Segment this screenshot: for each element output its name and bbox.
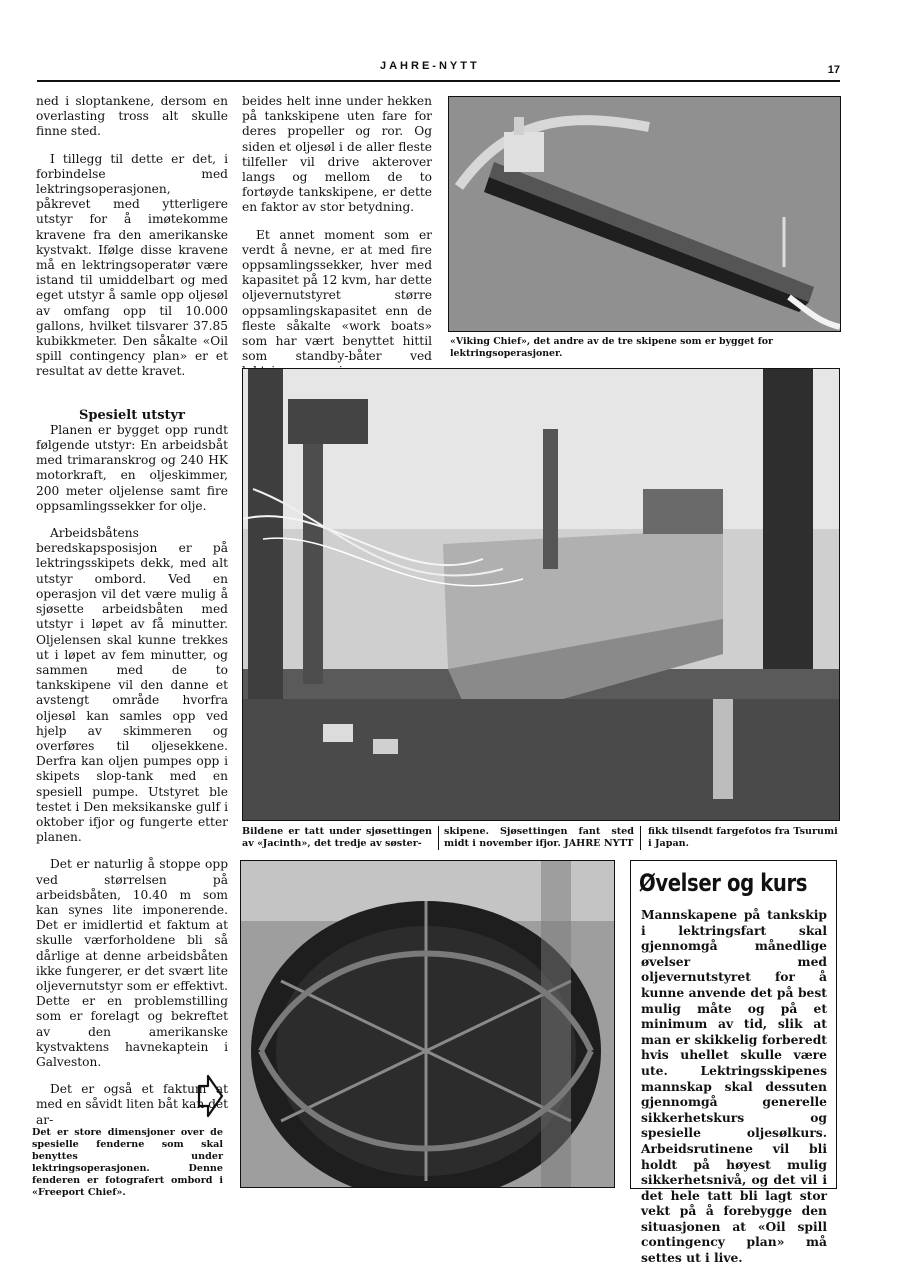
launch-caption-2: skipene. Sjøsettingen fant sted midt i november ifjor. JAHRE NYTT bbox=[444, 826, 634, 849]
col1-para-5: Det er naturlig å stoppe opp ved størrelsen på arbeidsbåten, 10.40 m som kan synes lite imponerende. Det er imidlertid et faktum at skulle værforholdene bli så dårlige at denne arbeidsbåten ikke fungerer, er det svært lite oljevernutstyr som er effektivt. Dette er en problemstilling som er forelagt og bekreftet av den amerikanske kystvaktens havnekaptein i Galveston. bbox=[36, 857, 228, 1069]
column-1 bbox=[36, 94, 228, 1140]
page-number: 17 bbox=[827, 64, 840, 76]
right-arrow-outline-icon bbox=[196, 1074, 224, 1118]
caption-divider bbox=[438, 826, 439, 850]
magazine-header: JAHRE-NYTT bbox=[380, 60, 480, 72]
launch-caption-1: Bildene er tatt under sjøsettingen av «Jacinth», det tredje av søster- bbox=[242, 826, 432, 849]
col2-para-1: beides helt inne under hekken på tankskipene uten fare for deres propeller og ror. Og siden et oljesøl i de aller fleste tilfeller vil drive akterover langs og mellom de to fortøyde tankskipene, er dette en faktor av stor betydning. bbox=[242, 94, 432, 215]
header-rule bbox=[37, 80, 840, 82]
col1-para-4: Arbeidsbåtens beredskapsposisjon er på lektringsskipets dekk, med alt utstyr ombord. Ved en operasjon vil det være mulig å sjøsette arbeidsbåten med utstyr i løpet av få minutter. Oljelensen skal kunne trekkes ut i løpet av fem minutter, og sammen med de to tankskipene vil den danne et avstengt område hvorfra oljesøl kan samles opp ved hjelp av skimmeren og overføres til oljesekkene. Derfra kan oljen pumpes opp i skipets slop-tank med en spesiell pumpe. Utstyret ble testet i Den meksikanske gulf i oktober ifjor og fungerte etter planen. bbox=[36, 526, 228, 845]
fender-caption: Det er store dimensjoner over de spesielle fenderne som skal benyttes under lektringsoperasjonen. Denne fenderen er fotografert ombord i «Freeport Chief». bbox=[32, 1127, 223, 1198]
box-body: Mannskapene på tankskip i lektringsfart skal gjennomgå månedlige øvelser med oljevernutstyret for å kunne anvende det på best mulig måte og på et minimum av tid, slik at man er skikkelig forberedt hvis uhellet skulle være ute. Lektringsskipenes mannskap skal dessuten gjennomgå generelle sikkerhetskurs og spesielle oljesølkurs. Arbeidsrutinene vil bli holdt på høyest mulig sikkerhetsnivå, og det vil i det hele tatt bli lagt stor vekt på å forebygge den situasjonen at «Oil spill contingency plan» må settes ut i live. bbox=[641, 907, 827, 1266]
col1-para-1: ned i sloptankene, dersom en overlasting tross alt skulle finne sted. bbox=[36, 94, 228, 139]
col2-para-2: Et annet moment som er verdt å nevne, er at med fire oppsamlingssekker, hver med kapasitet på 12 kvm, har dette oljevernutstyret større oppsamlingskapasitet enn de fleste såkalte «work boats» som har vært benyttet hittil som standby-båter ved bbox=[242, 227, 432, 364]
col1-para-3: Planen er bygget opp rundt følgende utstyr: En arbeidsbåt med trimaranskrog og 240 HK motorkraft, en oljeskimmer, 200 meter oljelense samt fire oppsamlingssekker for olje. bbox=[36, 422, 228, 513]
column-2 bbox=[242, 94, 432, 392]
info-box bbox=[630, 860, 837, 1266]
section-heading: Spesielt utstyr bbox=[79, 407, 185, 423]
launch-caption-3: fikk tilsendt fargefotos fra Tsurumi i Japan. bbox=[648, 826, 838, 849]
caption-divider bbox=[640, 826, 641, 850]
tanker-caption: «Viking Chief», det andre av de tre skipene som er bygget for lektringsoperasjoner. bbox=[450, 336, 773, 359]
tanker-photo bbox=[448, 96, 841, 332]
launch-photo bbox=[242, 368, 840, 821]
col1-para-2: I tillegg til dette er det, i forbindelse med lektringsoperasjonen, påkrevet med ytterligere utstyr for å imøtekomme kravene fra den amerikanske kystvakt. Ifølge disse kravene må en lektringsoperatør være istand til umiddelbart og med eget utstyr å samle opp oljesøl av omfang opp til 10.000 gallons, hvilket tilsvarer 37.85 kubikkmeter. Den såkalte «Oil spill contingency plan» er et resultat av dette kravet. bbox=[36, 151, 228, 379]
col1-para-6: Det er også et faktum at med en såvidt liten båt kan det ar- bbox=[36, 1082, 229, 1127]
fender-photo bbox=[240, 860, 615, 1188]
box-title: Øvelser og kurs bbox=[639, 869, 808, 897]
